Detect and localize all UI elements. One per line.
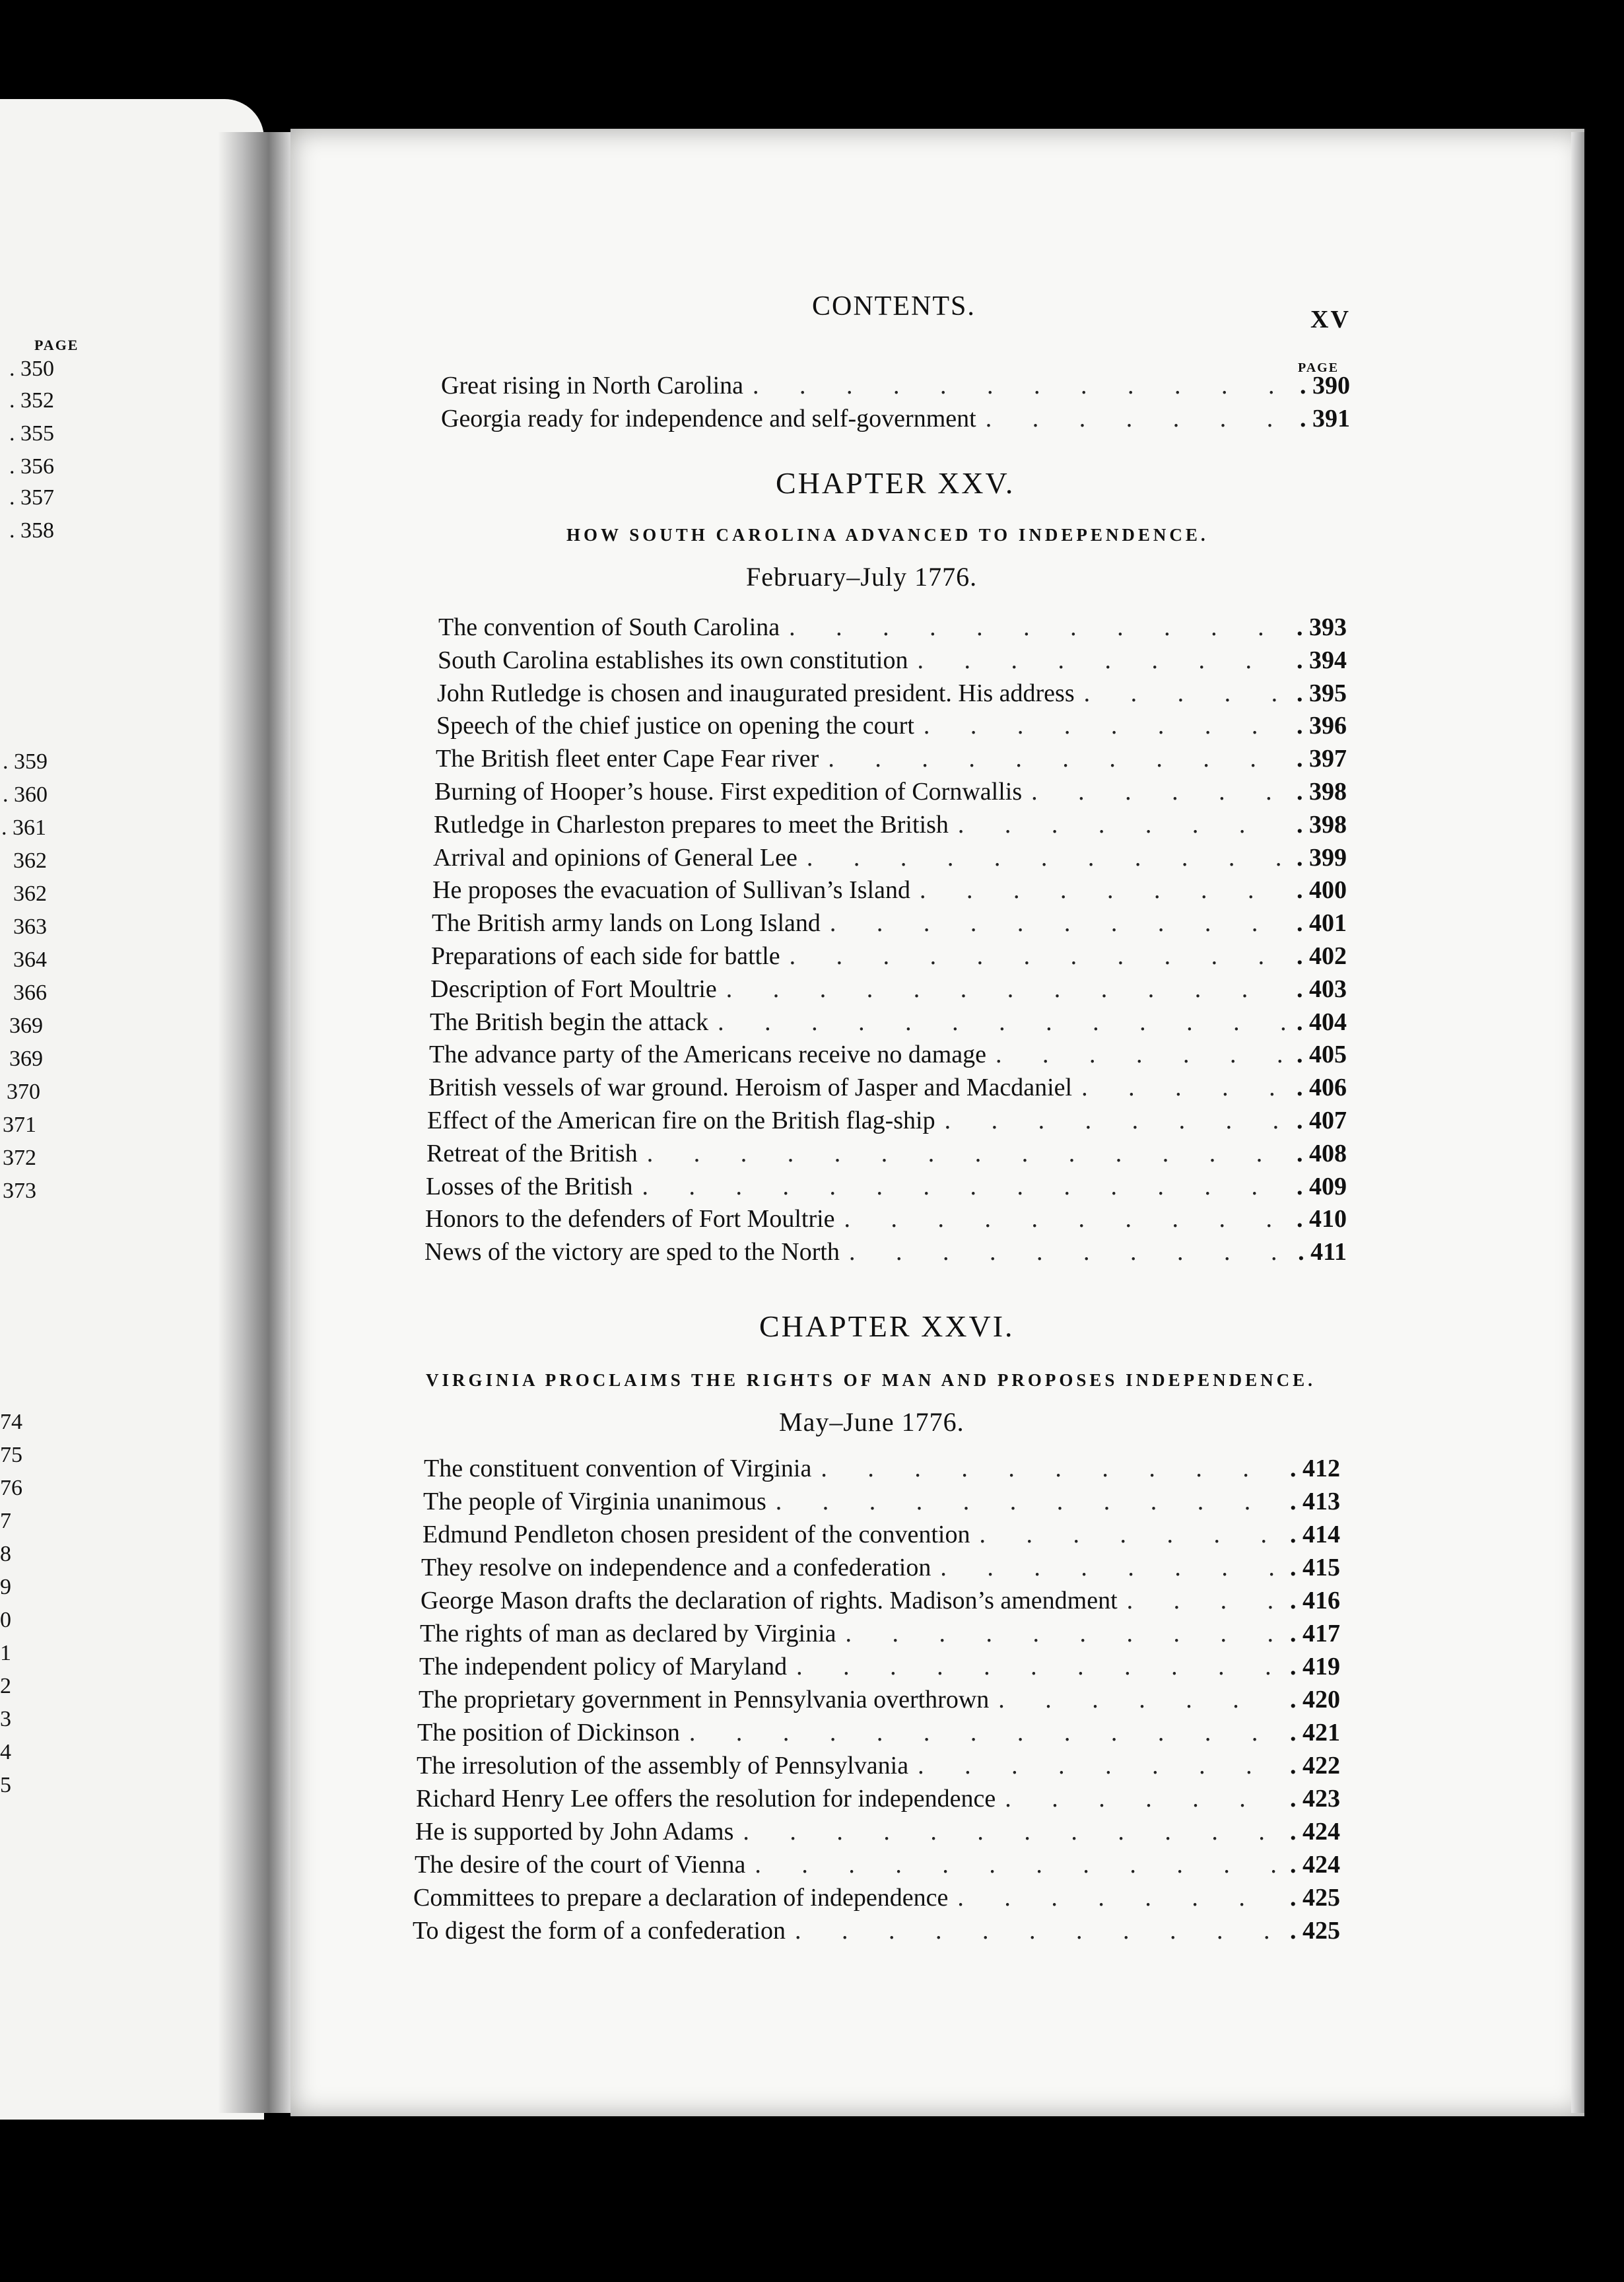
toc-entry [421,1586,1340,1616]
toc-entry-page: . 406 [1297,1073,1347,1102]
toc-entry [419,1652,1340,1682]
leader-dots [743,1817,1281,1846]
toc-entry [429,1040,1347,1070]
toc-entry-title: Honors to the defenders of Fort Moultrie [425,1205,835,1233]
toc-entry-title: To digest the form of a confederation [413,1917,786,1945]
toc-entry [417,1718,1340,1748]
leader-dots [1084,679,1287,708]
left-page-number: . 357 [9,485,54,510]
toc-entry-page: . 400 [1297,876,1347,905]
toc-entry-page: . 403 [1297,975,1347,1004]
toc-entry [423,1487,1340,1517]
toc-entry-title: Retreat of the British [426,1140,638,1167]
toc-entry [441,371,1350,401]
toc-entry-title: The advance party of the Americans receive no damage [429,1041,987,1068]
toc-entry [415,1850,1340,1881]
leader-dots [1127,1586,1281,1615]
leader-dots [996,1040,1287,1069]
toc-entry [428,1073,1347,1103]
toc-entry-title: The British begin the attack [430,1008,709,1036]
toc-entry-page: . 397 [1297,744,1347,773]
leader-dots [821,1454,1281,1483]
toc-entry-page: . 410 [1297,1204,1347,1233]
left-page-number: 75 [0,1443,22,1467]
toc-entry-page: . 413 [1290,1487,1340,1516]
toc-entry-page: . 394 [1297,646,1347,675]
page-edge [1571,132,1584,2113]
toc-entry [430,975,1347,1005]
toc-entry-title: Effect of the American fire on the British flag-ship [427,1107,935,1134]
toc-entry-page: . 390 [1300,371,1350,400]
toc-entry-page: . 425 [1290,1883,1340,1912]
leader-dots [844,1204,1287,1233]
toc-entry [416,1784,1340,1815]
toc-entry [437,679,1347,709]
chapter-subtitle: VIRGINIA PROCLAIMS THE RIGHTS OF MAN AND PROPOSES INDEPENDENCE. [426,1370,1316,1390]
toc-entry-title: The people of Virginia unanimous [423,1488,766,1515]
toc-entry-page: . 404 [1297,1008,1347,1037]
page-column-label: PAGE [1298,361,1339,375]
chapter-subtitle: HOW SOUTH CAROLINA ADVANCED TO INDEPENDENCE. [566,525,1209,545]
toc-entry [427,1106,1347,1136]
left-page-number: 1 [0,1641,11,1665]
toc-entry-title: Committees to prepare a declaration of independence [413,1884,949,1912]
leader-dots [718,1008,1287,1037]
toc-entry-title: They resolve on independence and a confederation [421,1554,931,1581]
toc-entry-title: Georgia ready for independence and self-government [441,405,976,432]
leader-dots [920,876,1287,905]
leader-dots [790,942,1287,971]
toc-entry [420,1619,1340,1649]
toc-entry-title: The proprietary government in Pennsylvania overthrown [419,1686,990,1713]
left-page-number: 3 [0,1707,11,1731]
folio: XV [1310,306,1351,333]
leader-dots [846,1619,1281,1648]
toc-entry [433,843,1347,874]
leader-dots [755,1850,1281,1879]
left-page-number: 369 [9,1047,43,1071]
leader-dots [980,1520,1281,1549]
left-page-number: . 361 [1,815,46,840]
left-page-number: . 360 [3,782,48,807]
toc-entry-page: . 411 [1298,1237,1347,1266]
toc-entry [413,1883,1340,1914]
toc-entry-page: . 424 [1290,1817,1340,1846]
leader-dots [807,843,1287,872]
toc-entry-title: He is supported by John Adams [415,1818,734,1846]
chapter-dates: May–June 1776. [779,1407,964,1437]
leader-dots [940,1553,1281,1582]
leader-dots [753,371,1291,400]
toc-entry-title: Great rising in North Carolina [441,372,744,399]
toc-entry-page: . 420 [1290,1685,1340,1714]
toc-entry-title: The independent policy of Maryland [419,1653,788,1680]
leader-dots [647,1139,1287,1168]
toc-entry-title: The convention of South Carolina [438,613,780,641]
leader-dots [849,1237,1289,1266]
toc-entry-page: . 414 [1290,1520,1340,1549]
leader-dots [642,1172,1287,1201]
chapter-title: CHAPTER XXV. [776,466,1015,500]
toc-entry-page: . 424 [1290,1850,1340,1879]
left-page-number: . 352 [9,388,54,413]
toc-entry-title: Burning of Hooper’s house. First expedition of Cornwallis [434,778,1023,806]
leader-dots [986,404,1291,433]
leader-dots [828,744,1287,773]
toc-entry [434,777,1347,808]
toc-entry-page: . 408 [1297,1139,1347,1168]
leader-dots [957,1883,1281,1912]
left-page-number: . 355 [9,421,54,446]
left-page-number: 373 [3,1179,36,1203]
leader-dots [796,1652,1281,1681]
left-page-number: . 350 [9,357,54,381]
left-page-number: 364 [13,948,47,972]
toc-entry [436,744,1347,775]
left-page-number: 371 [3,1113,36,1137]
toc-entry-page: . 395 [1297,679,1347,708]
toc-entry [434,810,1347,841]
chapter-dates: February–July 1776. [746,562,978,592]
toc-entry-page: . 417 [1290,1619,1340,1648]
toc-entry [432,876,1347,906]
toc-entry-page: . 396 [1297,711,1347,740]
left-page-number: 0 [0,1608,11,1632]
left-page-number: 2 [0,1674,11,1698]
toc-entry [438,613,1347,643]
toc-entry [441,404,1350,434]
leader-dots [726,975,1287,1004]
toc-entry-page: . 419 [1290,1652,1340,1681]
toc-entry-title: Rutledge in Charleston prepares to meet the British [434,811,949,839]
left-page-number: 363 [13,915,47,939]
toc-entry-title: South Carolina establishes its own constitution [438,646,908,674]
toc-entry [431,942,1347,972]
toc-entry [438,646,1347,676]
toc-entry-page: . 422 [1290,1751,1340,1780]
toc-entry-title: Edmund Pendleton chosen president of the convention [423,1521,970,1548]
leader-dots [1081,1073,1287,1102]
left-page-number: 362 [13,882,47,906]
left-page-number: 369 [9,1014,43,1038]
toc-entry-title: The constituent convention of Virginia [424,1455,812,1482]
toc-entry-title: Preparations of each side for battle [431,942,780,970]
toc-entry [426,1172,1347,1202]
toc-entry-page: . 421 [1290,1718,1340,1747]
toc-entry-page: . 415 [1290,1553,1340,1582]
left-page-number: 372 [3,1146,36,1170]
toc-entry-page: . 393 [1297,613,1347,642]
left-page-number: 74 [0,1410,22,1434]
left-page-number: 362 [13,848,47,873]
toc-entry-page: . 398 [1297,810,1347,839]
left-page-number: 5 [0,1773,11,1797]
toc-entry-page: . 407 [1297,1106,1347,1135]
toc-entry-title: The desire of the court of Vienna [415,1851,746,1879]
toc-entry-page: . 402 [1297,942,1347,971]
leader-dots [776,1487,1281,1516]
toc-entry-title: Arrival and opinions of General Lee [433,844,797,872]
toc-entry-title: British vessels of war ground. Heroism of Jasper and Macdaniel [428,1074,1073,1101]
toc-entry-title: The British army lands on Long Island [432,909,821,937]
toc-entry [425,1204,1347,1235]
left-page-number: . 359 [3,749,48,774]
leader-dots [917,646,1287,675]
toc-entry-page: . 409 [1297,1172,1347,1201]
toc-entry-page: . 391 [1300,404,1350,433]
toc-entry [430,1008,1347,1038]
toc-entry-page: . 398 [1297,777,1347,806]
toc-entry [421,1553,1340,1583]
left-page-number: 7 [0,1509,11,1533]
toc-entry [432,909,1347,939]
toc-entry-title: Losses of the British [426,1173,633,1200]
toc-entry [413,1916,1340,1947]
toc-entry [417,1751,1340,1781]
toc-entry-page: . 401 [1297,909,1347,938]
leader-dots [998,1685,1281,1714]
toc-entry-title: News of the victory are sped to the North [424,1238,840,1266]
left-page-number: . 356 [9,454,54,479]
toc-entry-page: . 425 [1290,1916,1340,1945]
toc-entry [424,1237,1347,1268]
leader-dots [945,1106,1287,1135]
toc-entry-title: Description of Fort Moultrie [430,975,717,1003]
toc-entry-title: The position of Dickinson [417,1719,680,1746]
left-page-number: . 358 [9,518,54,543]
toc-entry-title: The rights of man as declared by Virginia [420,1620,836,1647]
toc-entry-title: The irresolution of the assembly of Pennsylvania [417,1752,909,1780]
left-page-number: 76 [0,1476,22,1500]
leader-dots [1031,777,1287,806]
toc-entry [423,1520,1340,1550]
toc-entry-page: . 405 [1297,1040,1347,1069]
leader-dots [689,1718,1281,1747]
left-page-number: 9 [0,1575,11,1599]
page-title: CONTENTS. [812,291,976,322]
leader-dots [789,613,1287,642]
leader-dots [918,1751,1281,1780]
left-page-label: PAGE [34,337,79,353]
toc-entry [424,1454,1340,1484]
toc-entry-title: He proposes the evacuation of Sullivan’s Island [432,876,910,904]
left-page-number: 366 [13,981,47,1005]
left-page-number: 8 [0,1542,11,1566]
toc-entry [419,1685,1340,1715]
toc-entry [415,1817,1340,1848]
toc-entry-title: John Rutledge is chosen and inaugurated president. His address [437,679,1075,707]
toc-entry-page: . 399 [1297,843,1347,872]
leader-dots [924,711,1287,740]
toc-entry [426,1139,1347,1169]
leader-dots [958,810,1287,839]
toc-entry-page: . 416 [1290,1586,1340,1615]
toc-entry-title: The British fleet enter Cape Fear river [436,745,819,773]
toc-entry-page: . 423 [1290,1784,1340,1813]
left-page-number: 4 [0,1740,11,1764]
leader-dots [830,909,1287,938]
chapter-title: CHAPTER XXVI. [759,1309,1015,1343]
toc-entry-title: George Mason drafts the declaration of rights. Madison’s amendment [421,1587,1118,1614]
toc-entry [436,711,1347,742]
leader-dots [1005,1784,1281,1813]
left-page-number: 370 [7,1080,40,1104]
leader-dots [795,1916,1281,1945]
toc-entry-title: Speech of the chief justice on opening the court [436,712,914,740]
toc-entry-title: Richard Henry Lee offers the resolution for independence [416,1785,996,1813]
book-gutter [218,132,290,2113]
toc-entry-page: . 412 [1290,1454,1340,1483]
